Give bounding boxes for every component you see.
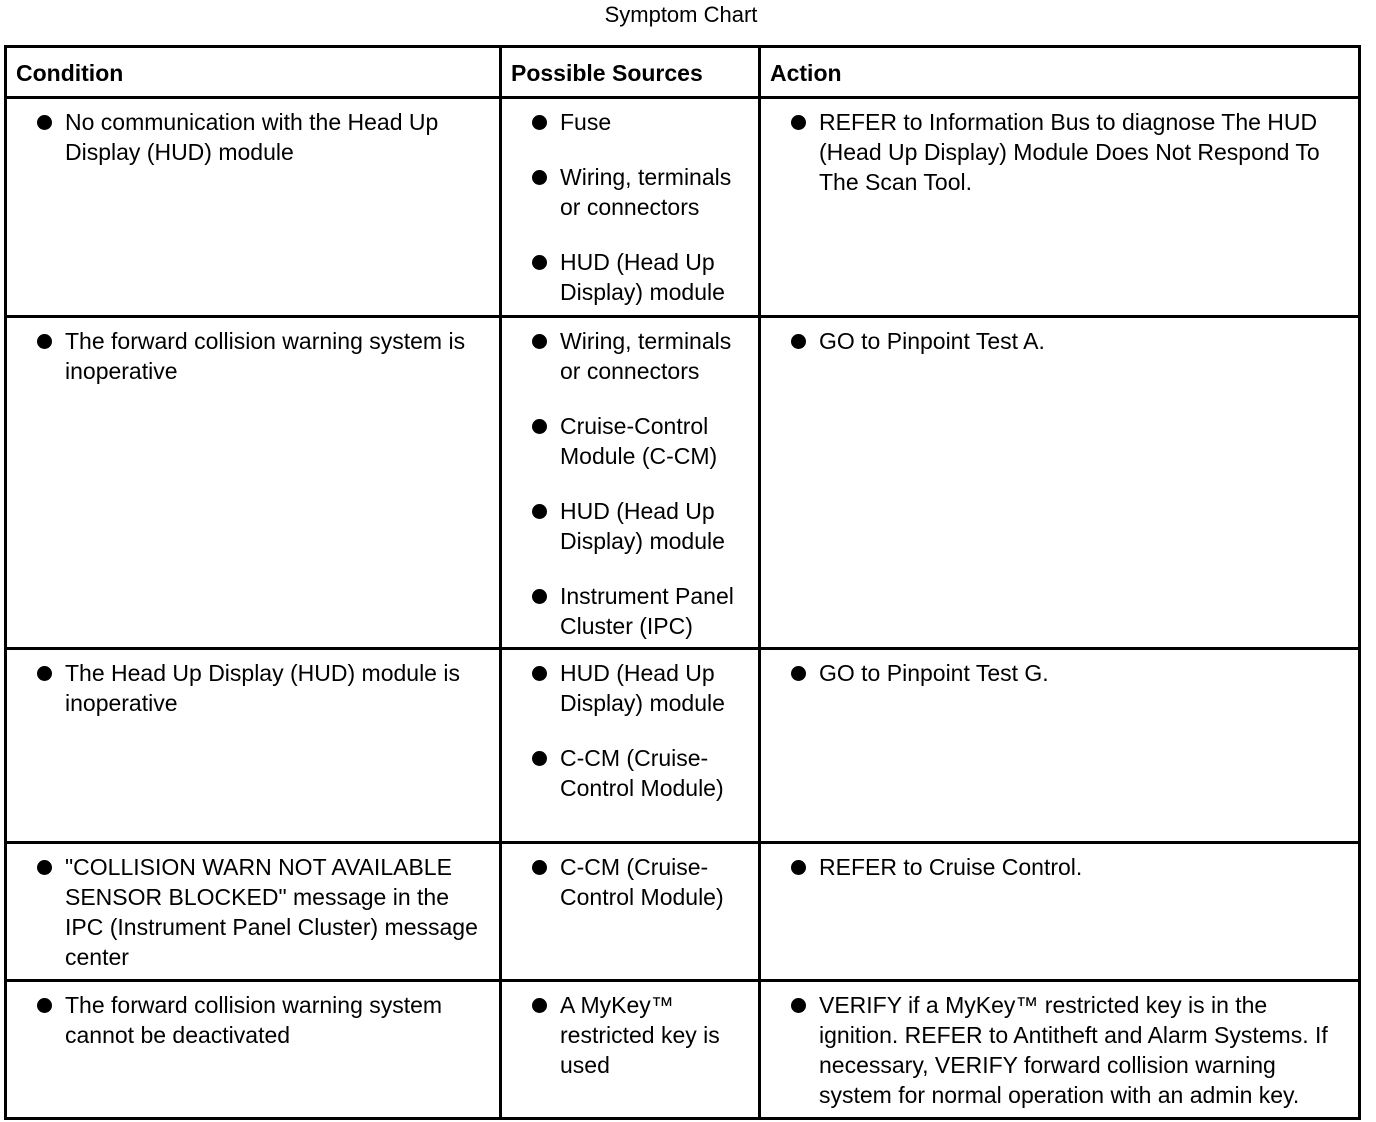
- table-row: [6, 649, 1360, 843]
- bullet-icon: [37, 334, 52, 349]
- source-text: A MyKey™ restricted key is used: [560, 992, 720, 1078]
- bullet-icon: [532, 255, 547, 270]
- bullet-icon: [532, 666, 547, 681]
- bullet-icon: [791, 115, 806, 130]
- bullet-icon: [532, 860, 547, 875]
- source-text: Wiring, terminals or connectors: [560, 328, 732, 384]
- condition-text: The Head Up Display (HUD) module is inoperative: [65, 660, 460, 716]
- condition-cell: [6, 981, 501, 1119]
- bullet-icon: [791, 998, 806, 1013]
- condition-item: [13, 658, 493, 718]
- source-text: C-CM (Cruise-Control Module): [560, 854, 724, 910]
- source-text: HUD (Head Up Display) module: [560, 498, 725, 554]
- condition-item: [13, 107, 493, 167]
- action-cell: [760, 98, 1360, 317]
- table-row: [6, 843, 1360, 981]
- bullet-icon: [532, 334, 547, 349]
- bullet-icon: [791, 666, 806, 681]
- condition-item: [13, 852, 493, 972]
- action-cell: [760, 981, 1360, 1119]
- bullet-icon: [532, 504, 547, 519]
- source-item: [508, 658, 752, 718]
- source-item: [508, 496, 752, 556]
- action-cell: [760, 317, 1360, 649]
- table-row: [6, 981, 1360, 1119]
- source-text: Fuse: [560, 109, 612, 135]
- condition-text: "COLLISION WARN NOT AVAILABLE SENSOR BLOCKED" message in the IPC (Instrument Panel Cluster) message center: [65, 854, 478, 970]
- action-item: [767, 658, 1352, 688]
- source-text: Wiring, terminals or connectors: [560, 164, 732, 220]
- bullet-icon: [37, 115, 52, 130]
- table-row: [6, 317, 1360, 649]
- source-text: Instrument Panel Cluster (IPC): [560, 583, 734, 639]
- action-text: REFER to Cruise Control.: [819, 854, 1083, 880]
- source-text: Cruise-Control Module (C-CM): [560, 413, 718, 469]
- sources-cell: [501, 98, 760, 317]
- table-header-row: [6, 47, 1360, 98]
- condition-column-header: Condition: [6, 47, 501, 98]
- action-item: [767, 852, 1352, 882]
- source-item: [508, 990, 752, 1080]
- source-item: [508, 162, 752, 222]
- source-item: [508, 326, 752, 386]
- table-row: [6, 98, 1360, 317]
- chart-title: Symptom Chart: [604, 2, 758, 27]
- bullet-icon: [532, 589, 547, 604]
- bullet-icon: [37, 860, 52, 875]
- symptom-chart-table: [4, 45, 1361, 1120]
- source-item: [508, 581, 752, 641]
- action-text: GO to Pinpoint Test A.: [819, 328, 1045, 354]
- possible-sources-column-header: Possible Sources: [501, 47, 760, 98]
- source-text: HUD (Head Up Display) module: [560, 249, 725, 305]
- source-item: [508, 411, 752, 471]
- action-text: VERIFY if a MyKey™ restricted key is in the ignition. REFER to Antitheft and Alarm Systems. If necessary, VERIFY forward collision warning system for normal operation with an admin key.: [819, 992, 1328, 1108]
- bullet-icon: [791, 334, 806, 349]
- bullet-icon: [532, 751, 547, 766]
- sources-cell: [501, 317, 760, 649]
- bullet-icon: [791, 860, 806, 875]
- bullet-icon: [532, 998, 547, 1013]
- source-text: HUD (Head Up Display) module: [560, 660, 725, 716]
- action-column-header: Action: [760, 47, 1360, 98]
- source-item: [508, 247, 752, 307]
- sources-cell: [501, 981, 760, 1119]
- source-text: C-CM (Cruise-Control Module): [560, 745, 724, 801]
- sources-cell: [501, 649, 760, 843]
- action-text: GO to Pinpoint Test G.: [819, 660, 1049, 686]
- bullet-icon: [532, 170, 547, 185]
- bullet-icon: [37, 666, 52, 681]
- bullet-icon: [532, 419, 547, 434]
- condition-text: The forward collision warning system cannot be deactivated: [65, 992, 443, 1048]
- bullet-icon: [37, 998, 52, 1013]
- action-item: [767, 990, 1352, 1110]
- action-cell: [760, 649, 1360, 843]
- sources-cell: [501, 843, 760, 981]
- condition-item: [13, 990, 493, 1050]
- source-item: [508, 107, 752, 137]
- condition-cell: [6, 843, 501, 981]
- condition-cell: [6, 98, 501, 317]
- source-item: [508, 852, 752, 912]
- action-cell: [760, 843, 1360, 981]
- bullet-icon: [532, 115, 547, 130]
- action-item: [767, 326, 1352, 356]
- condition-cell: [6, 649, 501, 843]
- condition-text: No communication with the Head Up Display (HUD) module: [65, 109, 439, 165]
- condition-item: [13, 326, 493, 386]
- source-item: [508, 743, 752, 803]
- action-item: [767, 107, 1352, 197]
- condition-text: The forward collision warning system is inoperative: [65, 328, 466, 384]
- action-text: REFER to Information Bus to diagnose The HUD (Head Up Display) Module Does Not Respond To The Scan Tool.: [819, 109, 1320, 195]
- condition-cell: [6, 317, 501, 649]
